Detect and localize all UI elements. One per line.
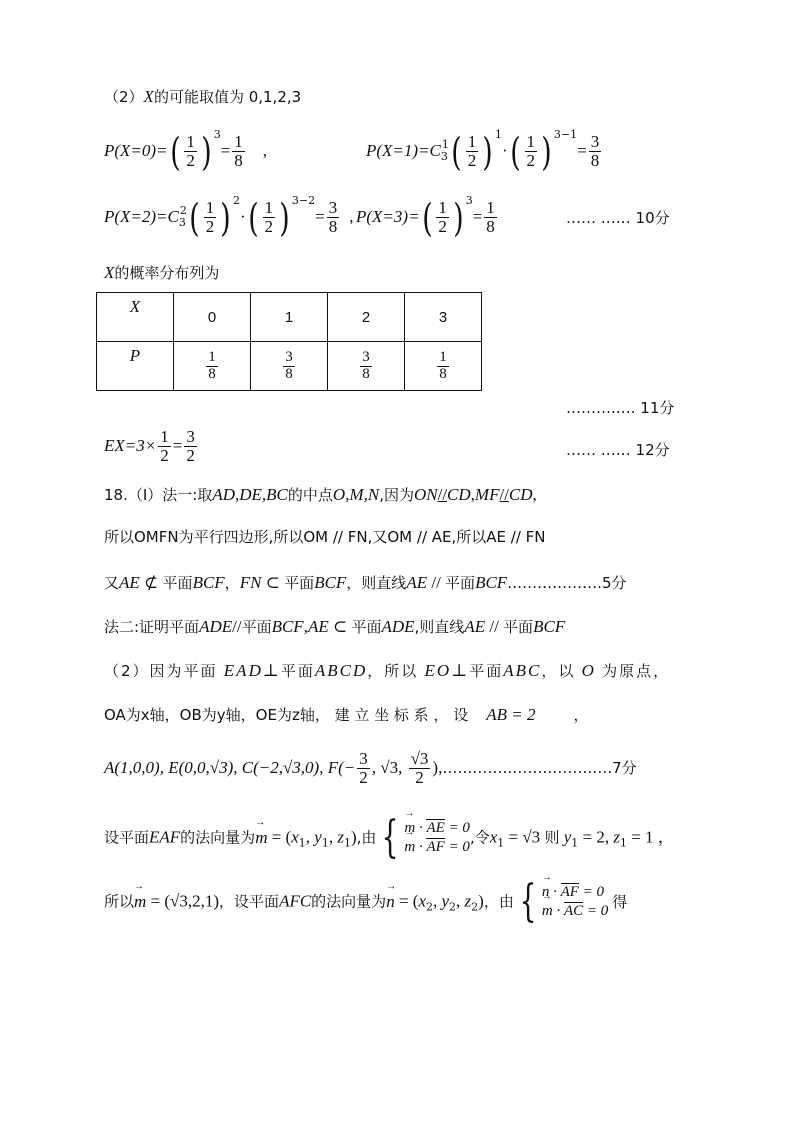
- score-12: …… …… 12分: [566, 441, 670, 459]
- q18-line3: 又AE ⊄ 平面BCF，FN ⊂ 平面BCF，则直线AE // 平面BCF……………….5分: [104, 573, 627, 592]
- table-cell: 3: [405, 293, 482, 342]
- table-header-x: X: [97, 293, 174, 342]
- table-cell: $\frac{3}{8}$: [251, 342, 328, 391]
- prob-x1: $P(X=1)=C_3^1$( $\frac{1}{2}$ ) $^1$·( $\frac{1}{2}$ ) $^{3-1}$= $\frac{3}{8}$: [366, 128, 600, 174]
- axes-line: OA为x轴，OB为y轴，OE为z轴， 建 立 坐 标 系 ， 设 AB = 2 ，: [104, 705, 589, 724]
- score-11: ……….…. 11分: [566, 399, 675, 417]
- table-cell: 2: [328, 293, 405, 342]
- part2b-line: （2）因为平面 EAD⊥平面ABCD，所以 EO⊥平面ABC，以 O 为原点，: [104, 661, 671, 680]
- q18-line1: 18.（Ⅰ）法一:取AD,DE,BC的中点O,M,N,因为ON//CD,MF//CD,: [104, 485, 537, 504]
- normal1-line: 设平面EAF的法向量为→ $m = (x_1$, $y_1$, $z_1$),由 { → m · AE = 0 → m · AF = 0 ,令$x_1 = √3$ 则 $y_1 = 2$, $z_1 = 1$ ，: [104, 816, 675, 860]
- prob-x3: P(X=3)=( $\frac{1}{2}$ ) $^3$= $\frac{1}{8}$: [356, 194, 495, 240]
- coordinates-line: A(1,0,0), E(0,0,√3), C(−2,√3,0), F(− $\frac{3}{2}$ , √3, $\frac{√3}{2}$ ),…………………………….7分: [104, 749, 637, 787]
- table-header-p: P: [97, 342, 174, 391]
- table-cell: $\frac{3}{8}$: [328, 342, 405, 391]
- part2-intro: （2）X的可能取值为 0,1,2,3: [104, 87, 302, 106]
- q18-line2: 所以OMFN为平行四边形,所以OM // FN,又OM // AE,所以AE // FN: [104, 528, 546, 546]
- prob-x2: $P(X=2)=C_3^2$( $\frac{1}{2}$ ) $^2$·( $\frac{1}{2}$ ) $^{3-2}$= $\frac{3}{8}$ ,: [104, 194, 354, 240]
- table-row: [97, 293, 482, 342]
- score-10: …… …… 10分: [566, 209, 670, 227]
- table-row: [97, 342, 482, 391]
- table-cell: 1: [251, 293, 328, 342]
- expectation: EX=3× $\frac{1}{2}$ = $\frac{3}{2}$: [104, 427, 195, 465]
- table-cell: 0: [174, 293, 251, 342]
- table-cell: $\frac{1}{8}$: [405, 342, 482, 391]
- normal2-line: 所以→ m = (√3,2,1)，设平面AFC的法向量为→ $n = (x_2$, $y_2$, $z_2$)，由 { → n · AF = 0 → m · AC = 0 得: [104, 880, 627, 924]
- prob-x0: P(X=0)=( $\frac{1}{2}$ ) $^3$= $\frac{1}{8}$ ,: [104, 128, 268, 174]
- table-cell: $\frac{1}{8}$: [174, 342, 251, 391]
- distribution-table: [96, 292, 482, 391]
- method2-line: 法二:证明平面ADE//平面BCF,AE ⊂ 平面ADE,则直线AE // 平面BCF: [104, 617, 566, 636]
- dist-title: X的概率分布列为: [104, 263, 220, 282]
